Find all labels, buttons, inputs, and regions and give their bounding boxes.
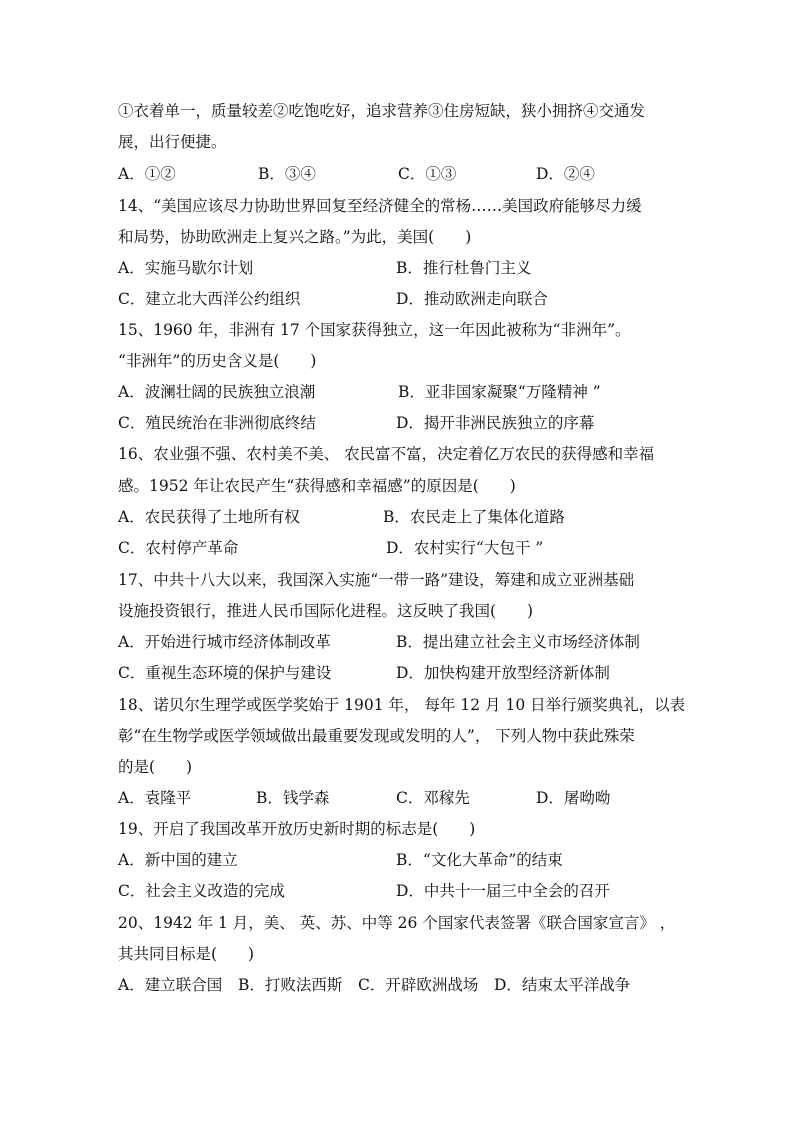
q15-option-a: A．波澜壮阔的民族独立浪潮 (118, 383, 316, 401)
q16-option-c: C．农村停产革命 (118, 539, 239, 557)
q15-line-2: “非洲年”的历史含义是( ) (118, 352, 317, 370)
q20-options (118, 975, 718, 995)
q19-option-c: C．社会主义改造的完成 (118, 882, 285, 900)
q14-options-row-1 (118, 258, 718, 278)
q18-option-d: D．屠呦呦 (536, 789, 611, 807)
q20-option-b: B．打败法西斯 (238, 976, 343, 994)
q14-option-a: A．实施马歇尔计划 (118, 259, 254, 277)
q13-line-2: 展，出行便捷。 (118, 133, 227, 151)
q14-option-d: D．推动欧洲走向联合 (396, 290, 548, 308)
q13-option-a: A．①② (118, 165, 176, 183)
q20-option-a: A．建立联合国 (118, 976, 223, 994)
q19-option-b: B．“文化大革命”的结束 (396, 851, 563, 869)
q15-options-row-2 (118, 413, 718, 433)
q18-option-b: B．钱学森 (256, 789, 330, 807)
q17-option-a: A．开始进行城市经济体制改革 (118, 633, 331, 651)
q14-option-b: B．推行杜鲁门主义 (396, 259, 532, 277)
q13-option-c: C．①③ (398, 165, 457, 183)
q15-options-row-1 (118, 382, 718, 402)
q17-option-c: C．重视生态环境的保护与建设 (118, 664, 332, 682)
q15-option-b: B．亚非国家凝聚“万隆精神 ” (398, 383, 601, 401)
q20-line-2: 其共同目标是( ) (118, 945, 255, 963)
q18-option-a: A．袁隆平 (118, 789, 192, 807)
q16-options-row-2 (118, 538, 718, 558)
q16-line-2: 感。1952 年让农民产生“获得感和幸福感”的原因是( ) (118, 477, 516, 495)
q17-options-row-2 (118, 663, 718, 683)
q16-line-1: 16、农业强不强、农村美不美、 农民富不富，决定着亿万农民的获得感和幸福 (118, 445, 655, 463)
q14-options-row-2 (118, 289, 718, 309)
q13-options (118, 164, 718, 184)
q19-options-row-2 (118, 881, 718, 901)
q16-option-b: B．农民走上了集体化道路 (383, 508, 565, 526)
q14-line-1: 14、“美国应该尽力协助世界回复至经济健全的常杨……美国政府能够尽力缓 (118, 197, 642, 215)
q16-options-row-1 (118, 507, 718, 527)
q20-option-d: D．结束太平洋战争 (494, 976, 631, 994)
q20-option-c: C．开辟欧洲战场 (358, 976, 479, 994)
q19-option-d: D．中共十一届三中全会的召开 (396, 882, 610, 900)
q16-option-d: D．农村实行“大包干 ” (386, 539, 544, 557)
q18-line-2: 彰“在生物学或医学领域做出最重要发现或发明的人”， 下列人物中获此殊荣 (118, 727, 635, 745)
q17-line-1: 17、中共十八大以来，我国深入实施“一带一路”建设，筹建和成立亚洲基础 (118, 571, 635, 589)
q17-options-row-1 (118, 632, 718, 652)
q19-option-a: A．新中国的建立 (118, 851, 238, 869)
q18-line-1: 18、诺贝尔生理学或医学奖始于 1901 年， 每年 12 月 10 日举行颁奖典礼，以表 (118, 696, 686, 714)
q17-line-2: 设施投资银行，推进人民币国际化进程。这反映了我国( ) (118, 602, 534, 620)
q14-option-c: C．建立北大西洋公约组织 (118, 290, 301, 308)
q13-option-d: D．②④ (536, 165, 595, 183)
q14-line-2: 和局势，协助欧洲走上复兴之路。”为此，美国( ) (118, 228, 472, 246)
q19-line-1: 19、开启了我国改革开放历史新时期的标志是( ) (118, 820, 476, 838)
q15-option-c: C．殖民统治在非洲彻底终结 (118, 414, 316, 432)
q19-options-row-1 (118, 850, 718, 870)
q16-option-a: A．农民获得了土地所有权 (118, 508, 300, 526)
q18-options (118, 788, 718, 808)
q13-option-b: B．③④ (258, 165, 316, 183)
q15-line-1: 15、1960 年，非洲有 17 个国家获得独立，这一年因此被称为“非洲年”。 (118, 321, 631, 339)
q18-option-c: C．邓稼先 (396, 789, 470, 807)
q18-line-3: 的是( ) (118, 758, 193, 776)
q17-option-d: D．加快构建开放型经济新体制 (396, 664, 610, 682)
q17-option-b: B．提出建立社会主义市场经济体制 (396, 633, 640, 651)
q15-option-d: D．揭开非洲民族独立的序幕 (396, 414, 595, 432)
q13-line-1: ①衣着单一，质量较差②吃饱吃好，追求营养③住房短缺，狭小拥挤④交通发 (118, 102, 646, 120)
q20-line-1: 20、1942 年 1 月，美、 英、苏、中等 26 个国家代表签署《联合国家宣言》 ， (118, 914, 676, 932)
